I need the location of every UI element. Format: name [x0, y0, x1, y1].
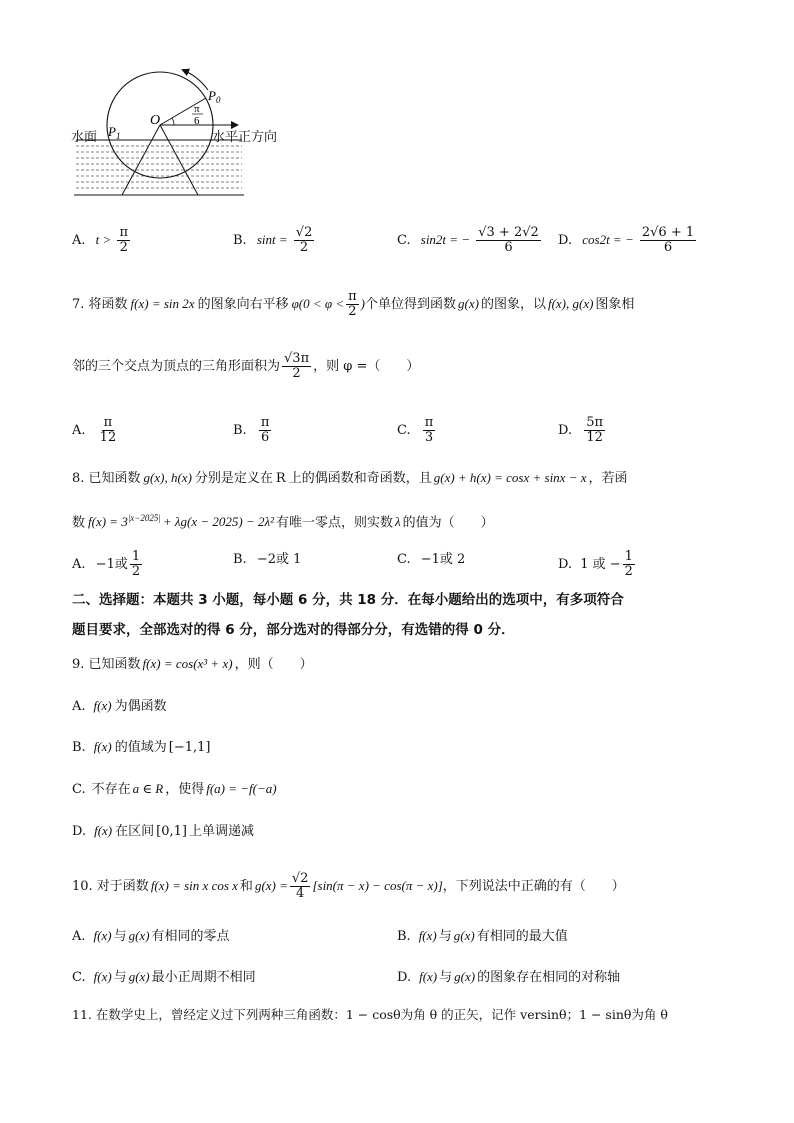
water-hatching: [76, 146, 242, 188]
q9-option-a[interactable]: A. f(x) 为偶函数: [72, 698, 167, 714]
fraction: $\frac{√3 + 2√2}{6}$: [478, 225, 539, 255]
support-left: [122, 125, 160, 195]
rotation-arrow: [183, 70, 208, 90]
q8-stem-line1: 8. 已知函数 g(x), h(x) 分别是定义在 R 上的偶函数和奇函数，且 g(x) + h(x) = cosx + sinx − x ，若函: [72, 470, 628, 486]
fraction: $\frac{2√6 + 1}{6}$: [641, 225, 695, 255]
q7-option-b[interactable]: B. $\frac{\pi}{6}$: [233, 415, 270, 445]
q9-option-c[interactable]: C. 不存在 a ∈ R ，使得 f(a) = −f(−a): [72, 781, 277, 797]
q7-option-a[interactable]: A. $\frac{\pi}{12}$: [72, 415, 117, 445]
q7-option-d[interactable]: D. $\frac{5\pi}{12}$: [558, 415, 604, 445]
q9-stem: 9. 已知函数 f(x) = cos(x³ + x) ，则（ ）: [72, 656, 313, 672]
q8-option-c[interactable]: C. −1或 2: [397, 552, 466, 567]
q9-option-b[interactable]: B. f(x) 的值域为 [−1,1]: [72, 739, 211, 755]
q10-option-a[interactable]: A. f(x) 与 g(x) 有相同的零点: [72, 928, 230, 944]
section-2-heading-line1: 二、选择题：本题共 3 小题，每小题 6 分，共 18 分．在每小题给出的选项中，有多项符合: [72, 592, 624, 608]
water-label: 水面: [71, 130, 98, 145]
center-label: O: [150, 113, 161, 128]
q6-option-c[interactable]: C. sin2t = − $\frac{√3 + 2√2}{6}$: [397, 225, 539, 255]
p1-label: $P_1$: [108, 124, 121, 141]
section-2-heading-line2: 题目要求，全部选对的得 6 分，部分选对的得部分分，有选错的得 0 分．: [72, 622, 515, 638]
q6-option-d[interactable]: D. cos2t = − $\frac{2√6 + 1}{6}$: [558, 225, 695, 255]
angle-num: π: [194, 103, 200, 115]
q6-option-a[interactable]: A. t > $\frac{\pi}{2}$: [72, 225, 128, 255]
q8-option-d[interactable]: D. 1 或 − $\frac{1}{2}$: [558, 549, 633, 579]
q8-option-b[interactable]: B. −2或 1: [233, 552, 302, 567]
angle-arc: [172, 118, 174, 125]
q8-stem-line2: 数 $f(x) = 3^{|x-2025|} + \lambda g(x - 2025) - 2\lambda^2$ 有唯一零点，则实数 λ 的值为（ ）: [72, 513, 494, 531]
q9-option-d[interactable]: D. f(x) 在区间 [0,1] 上单调递减: [72, 823, 254, 839]
q7-option-c[interactable]: C. $\frac{\pi}{3}$: [397, 415, 434, 445]
q6-option-b[interactable]: B. sint = $\frac{√2}{2}$: [233, 225, 313, 255]
support-right: [160, 125, 198, 195]
q10-option-c[interactable]: C. f(x) 与 g(x) 最小正周期不相同: [72, 969, 256, 985]
q7-stem-line1: 7. 将函数 f(x) = sin 2x 的图象向右平移 φ(0 < φ < $\frac{\pi}{2}$ )个单位得到函数 g(x) 的图象，以 f(x), g(x) 图象相: [72, 289, 635, 319]
q11-stem: 11. 在数学史上，曾经定义过下列两种三角函数：1 − cosθ为角 θ 的正矢，记作 versinθ；1 − sinθ为角 θ: [72, 1007, 668, 1022]
angle-den: 6: [194, 115, 200, 127]
p0-label: $P_0$: [208, 88, 221, 105]
q10-option-b[interactable]: B. f(x) 与 g(x) 有相同的最大值: [397, 928, 568, 944]
q8-option-a[interactable]: A. −1或 $\frac{1}{2}$: [72, 549, 141, 579]
q10-option-d[interactable]: D. f(x) 与 g(x) 的图象存在相同的对称轴: [397, 969, 621, 985]
fraction: $\frac{√2}{2}$: [295, 225, 313, 255]
q10-stem: 10. 对于函数 f(x) = sin x cos x 和 g(x) = $\frac{√2}{4}$ [sin(π − x) − cos(π − x)]，下列说法中正确的有（ ）: [72, 871, 625, 901]
fraction: $\frac{\pi}{2}$: [119, 225, 128, 255]
q7-stem-line2: 邻的三个交点为顶点的三角形面积为 $\frac{√3\pi}{2}$ ，则 φ =（ ）: [72, 351, 420, 381]
direction-label: 水平正方向: [212, 130, 278, 145]
